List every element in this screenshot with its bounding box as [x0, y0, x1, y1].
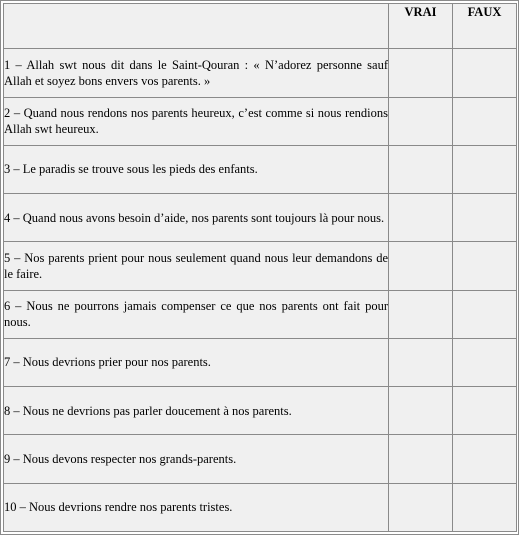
- vrai-column-header: VRAI: [389, 4, 453, 49]
- vrai-answer-cell[interactable]: [389, 338, 453, 386]
- vrai-answer-cell[interactable]: [389, 242, 453, 290]
- faux-answer-cell[interactable]: [453, 49, 517, 97]
- statement-row: [4, 387, 517, 435]
- statement-text: 7 – Nous devrions prier pour nos parents.: [4, 338, 389, 386]
- faux-answer-cell[interactable]: [453, 387, 517, 435]
- statement-text: 10 – Nous devrions rendre nos parents tristes.: [4, 483, 389, 531]
- statement-text: 5 – Nos parents prient pour nous seulement quand nous leur demandons de le faire.: [4, 242, 389, 290]
- vrai-answer-cell[interactable]: [389, 290, 453, 338]
- faux-column-header: FAUX: [453, 4, 517, 49]
- vrai-answer-cell[interactable]: [389, 435, 453, 483]
- statement-text: 2 – Quand nous rendons nos parents heureux, c’est comme si nous rendions Allah swt heureux.: [4, 97, 389, 145]
- faux-answer-cell[interactable]: [453, 290, 517, 338]
- statement-text: 4 – Quand nous avons besoin d’aide, nos parents sont toujours là pour nous.: [4, 194, 389, 242]
- vrai-answer-cell[interactable]: [389, 194, 453, 242]
- vrai-answer-cell[interactable]: [389, 97, 453, 145]
- statement-row: [4, 49, 517, 97]
- vrai-answer-cell[interactable]: [389, 387, 453, 435]
- vrai-answer-cell[interactable]: [389, 483, 453, 531]
- statement-text: 1 – Allah swt nous dit dans le Saint-Qouran : « N’adorez personne sauf Allah et soyez bons envers vos parents. »: [4, 49, 389, 97]
- statement-text: 3 – Le paradis se trouve sous les pieds des enfants.: [4, 145, 389, 193]
- faux-answer-cell[interactable]: [453, 145, 517, 193]
- faux-answer-cell[interactable]: [453, 435, 517, 483]
- statement-text: 9 – Nous devons respecter nos grands-parents.: [4, 435, 389, 483]
- faux-answer-cell[interactable]: [453, 97, 517, 145]
- statement-row: [4, 435, 517, 483]
- header-row: [4, 4, 517, 49]
- statement-column-header: [4, 4, 389, 49]
- vrai-answer-cell[interactable]: [389, 49, 453, 97]
- faux-answer-cell[interactable]: [453, 242, 517, 290]
- statement-row: [4, 483, 517, 531]
- statement-row: [4, 145, 517, 193]
- true-false-table: [3, 3, 517, 532]
- statement-row: [4, 97, 517, 145]
- statement-text: 8 – Nous ne devrions pas parler doucement à nos parents.: [4, 387, 389, 435]
- statement-row: [4, 242, 517, 290]
- faux-answer-cell[interactable]: [453, 194, 517, 242]
- faux-answer-cell[interactable]: [453, 338, 517, 386]
- statement-text: 6 – Nous ne pourrons jamais compenser ce que nos parents ont fait pour nous.: [4, 290, 389, 338]
- statement-row: [4, 338, 517, 386]
- statement-row: [4, 194, 517, 242]
- statement-row: [4, 290, 517, 338]
- faux-answer-cell[interactable]: [453, 483, 517, 531]
- vrai-answer-cell[interactable]: [389, 145, 453, 193]
